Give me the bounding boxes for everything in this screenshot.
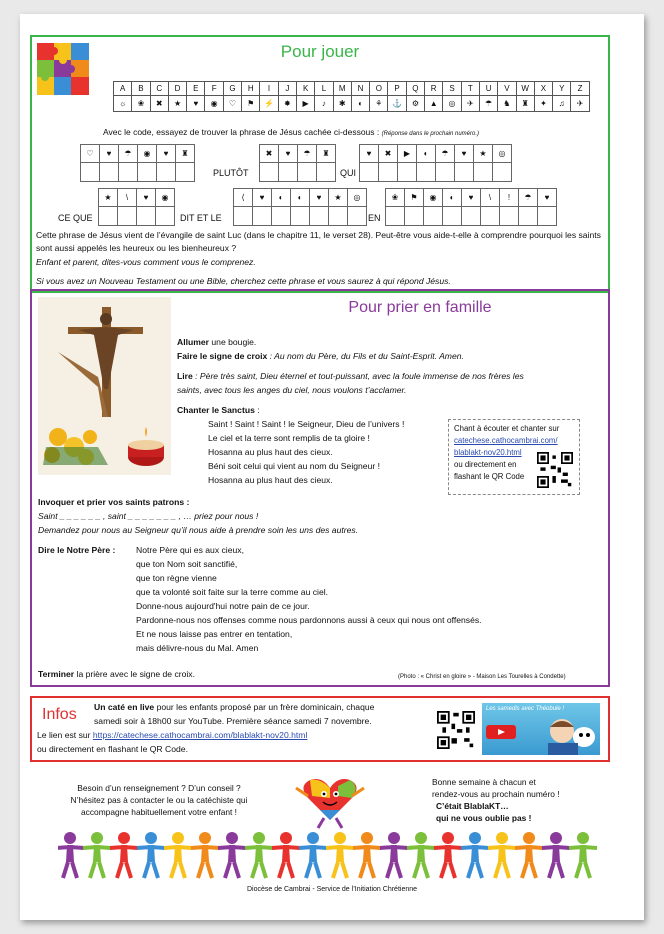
christ-cross-photo [38, 297, 171, 475]
footer-left-line: Besoin d’un renseignement ? D’un conseil ? [77, 783, 241, 793]
pere-line: Donne-nous aujourd'hui notre pain de ce jour. [136, 601, 310, 611]
terminer-line [38, 668, 195, 682]
puzzle-word-1: ♡ ♥ ☂ ◉ ♥ ♜ [80, 144, 195, 182]
theobule-character-icon [542, 713, 596, 755]
code-symbol-icon: ☂ [479, 96, 497, 112]
infos-link-prefix: Le lien est sur [37, 730, 93, 740]
code-letter: K [296, 82, 314, 96]
code-letter: Z [571, 82, 589, 96]
code-symbol-icon: ▶ [296, 96, 314, 112]
allumer-line [177, 336, 256, 350]
qr-code-icon[interactable] [537, 452, 573, 488]
code-letter: J [278, 82, 296, 96]
child-figure-icon [434, 832, 462, 878]
youtube-thumbnail[interactable] [482, 703, 600, 755]
sanctus-heading [177, 404, 260, 418]
puzzle-word-5: ⟨ ♥ ◐ ◐ ♥ ★ ◎ [233, 188, 367, 226]
code-letter: B [132, 82, 150, 96]
heart-character-icon [290, 770, 370, 830]
instruction-note: (Réponse dans le prochain numéro.) [381, 131, 480, 137]
sanctus-colon: : [254, 405, 260, 415]
code-symbol-icon: ♫ [553, 96, 571, 112]
child-figure-icon [326, 832, 354, 878]
youtube-caption: Les samedis avec Théobule ! [486, 706, 565, 712]
prayer-section [30, 289, 610, 687]
code-letter: I [260, 82, 278, 96]
chant-text: Chant à écouter et chanter sur [454, 424, 560, 433]
word-en: EN [368, 213, 381, 223]
code-symbol-icon: ◐ [351, 96, 369, 112]
code-symbol-icon: ♡ [223, 96, 241, 112]
invoquer-line-2: Demandez pour nous au Seigneur qu’il nous aide à prendre soin les uns des autres. [38, 525, 359, 535]
allumer-text: une bougie. [209, 337, 257, 347]
footer-right [432, 776, 592, 824]
code-symbol-icon: ☼ [114, 96, 132, 112]
terminer-bold: Terminer [38, 669, 75, 679]
code-letter: S [443, 82, 461, 96]
footer-credit: Diocèse de Cambrai - Service de l’Initiation Chrétienne [246, 886, 418, 893]
child-figure-icon [164, 832, 192, 878]
chant-link[interactable]: catechese.cathocambrai.com/ blablakt-nov20.html [454, 436, 558, 457]
child-figure-icon [461, 832, 489, 878]
child-figure-icon [353, 832, 381, 878]
code-symbol-icon: ✈ [461, 96, 479, 112]
pere-line: Et ne nous laisse pas entrer en tentation, [136, 629, 293, 639]
lire-text-1: : Père très saint, Dieu éternel et tout-puissant, avec la foule immense de nos frères les [192, 371, 524, 381]
sanctus-line: Béni soit celui qui vient au nom du Seigneur ! [208, 461, 380, 471]
signe-line [177, 350, 464, 364]
code-symbol-icon: ⚘ [370, 96, 388, 112]
infos-text-1: pour les enfants proposé par un frère dominicain, chaque [154, 702, 375, 712]
code-letter: F [205, 82, 223, 96]
infos-line-3 [37, 729, 307, 743]
code-letter: A [114, 82, 132, 96]
game-paragraph-1: Cette phrase de Jésus vient de l’évangile de saint Luc (dans le chapitre 11, le verset 28). Peut-être vous aide-t-elle à comprendre pourquoi les saints sont aussi appelés les heureux ou les bienheureux ? [36, 230, 601, 253]
lire-line-1 [177, 370, 524, 384]
code-letter: T [461, 82, 479, 96]
qr-code-icon[interactable] [437, 711, 475, 749]
footer-right-line: Bonne semaine à chacun et [432, 777, 536, 787]
child-figure-icon [488, 832, 516, 878]
pere-line: que ton règne vienne [136, 573, 217, 583]
code-letter: G [223, 82, 241, 96]
code-symbol-icon: ✱ [333, 96, 351, 112]
prayer-title: Pour prier en famille [348, 299, 492, 316]
code-symbol-icon: ♜ [516, 96, 534, 112]
code-symbol-icon: ⚡ [260, 96, 278, 112]
child-figure-icon [58, 832, 84, 878]
child-figure-icon [380, 832, 408, 878]
photo-credit: (Photo : « Christ en gloire » - Maison Les Tourelles à Condette) [398, 674, 566, 680]
game-title: Pour jouer [280, 42, 360, 61]
code-letter: D [168, 82, 186, 96]
child-figure-icon [272, 832, 300, 878]
child-figure-icon [218, 832, 246, 878]
code-letter: L [315, 82, 333, 96]
code-symbol-icon: ♞ [498, 96, 516, 112]
signe-bold: Faire le signe de croix [177, 351, 268, 361]
instruction-text: Avec le code, essayez de trouver la phrase de Jésus cachée ci-dessous : [103, 127, 380, 137]
lire-line-2: saints, avec tous les anges du ciel, nous voulons t’acclamer. [177, 385, 407, 395]
child-figure-icon [299, 832, 327, 878]
terminer-text: la prière avec le signe de croix. [74, 669, 195, 679]
sanctus-line: Saint ! Saint ! Saint ! le Seigneur, Dieu de l’univers ! [208, 419, 405, 429]
infos-link[interactable]: https://catechese.cathocambrai.com/blablakt-nov20.html [92, 730, 308, 740]
code-letter: C [150, 82, 168, 96]
infos-line-4: ou directement en flashant le QR Code. [37, 744, 188, 754]
word-ce-que: CE QUE [58, 213, 93, 223]
child-figure-icon [83, 832, 111, 878]
code-symbol-icon: ✸ [278, 96, 296, 112]
child-figure-icon [569, 832, 597, 878]
code-symbol-icon: ♪ [315, 96, 333, 112]
sanctus-line: Le ciel et la terre sont remplis de ta gloire ! [208, 433, 370, 443]
code-letter: U [479, 82, 497, 96]
puzzle-word-2: ✖ ♥ ☂ ♜ [259, 144, 336, 182]
chant-text-2: ou directement en flashant le QR Code [454, 460, 525, 481]
invoquer-line-1: Saint _ _ _ _ _ _ , saint _ _ _ _ _ _ _ , … priez pour nous ! [38, 511, 259, 521]
child-figure-icon [137, 832, 165, 878]
code-symbol-icon: ✦ [534, 96, 552, 112]
footer-right-line: rendez-vous au prochain numéro ! [432, 789, 560, 799]
code-symbol-icon: ◎ [443, 96, 461, 112]
code-letter: N [351, 82, 369, 96]
invoquer-heading [38, 496, 189, 510]
code-letter: E [187, 82, 205, 96]
sanctus-bold: Chanter le Sanctus [177, 405, 255, 415]
footer-left-line: accompagne habituellement votre enfant ! [81, 807, 237, 817]
chant-box [448, 419, 580, 495]
word-qui: QUI [340, 168, 357, 178]
youtube-icon [486, 725, 516, 739]
code-symbol-icon: ⚑ [242, 96, 260, 112]
code-letter: X [534, 82, 552, 96]
code-table [113, 81, 590, 112]
child-figure-icon [407, 832, 435, 878]
code-letter: Q [406, 82, 424, 96]
sanctus-line: Hosanna au plus haut des cieux. [208, 475, 333, 485]
footer-right-line: qui ne vous oublie pas ! [436, 813, 532, 823]
code-letter: O [370, 82, 388, 96]
code-letter: H [242, 82, 260, 96]
child-figure-icon [245, 832, 273, 878]
code-symbol-icon: ◉ [205, 96, 223, 112]
word-plutot: PLUTÔT [213, 168, 249, 178]
allumer-bold: Allumer [177, 337, 209, 347]
code-symbol-icon: ✖ [150, 96, 168, 112]
code-symbol-icon: ⚙ [406, 96, 424, 112]
puzzle-word-4: ★ \ ♥ ◉ [98, 188, 175, 226]
infos-title: Infos [42, 706, 77, 723]
code-letter: P [388, 82, 406, 96]
footer-left-line: N’hésitez pas à contacter le ou la catéchiste qui [70, 795, 248, 805]
pere-line: que ta volonté soit faite sur la terre comme au ciel. [136, 587, 329, 597]
pere-line: que ton Nom soit sanctifié, [136, 559, 238, 569]
child-figure-icon [191, 832, 219, 878]
code-symbol-icon: ❀ [132, 96, 150, 112]
footer-left [50, 782, 268, 818]
code-symbol-icon: ♥ [187, 96, 205, 112]
code-symbol-icon: ✈ [571, 96, 589, 112]
game-paragraph-3: Si vous avez un Nouveau Testament ou une Bible, cherchez cette phrase et vous saurez à qui répond Jésus. [36, 276, 451, 286]
footer-blablakt: C’était BlablaKT… [436, 801, 509, 811]
children-chain-illustration [58, 828, 598, 882]
pere-heading [38, 544, 115, 558]
code-letter: Y [553, 82, 571, 96]
puzzle-word-6: ❀ ⚑ ◉ ◐ ♥ \ ! ☂ ♥ [385, 188, 557, 226]
code-letter: R [425, 82, 443, 96]
pere-line: mais délivre-nous du Mal. Amen [136, 643, 259, 653]
puzzle-word-3: ♥ ✖ ▶ ◐ ☂ ♥ ★ ◎ [359, 144, 512, 182]
infos-line-1 [94, 701, 374, 715]
pere-line: Pardonne-nous nos offenses comme nous pardonnons aussi à ceux qui nous ont offensés. [136, 615, 482, 625]
invoquer-bold: Invoquer et prier vos saints patrons : [38, 497, 190, 507]
pere-bold: Dire le Notre Père : [38, 545, 116, 555]
code-letter: W [516, 82, 534, 96]
code-symbol-icon: ▲ [425, 96, 443, 112]
word-dit-et-le: DIT ET LE [180, 213, 222, 223]
child-figure-icon [515, 832, 543, 878]
code-letter: V [498, 82, 516, 96]
code-symbol-icon: ★ [168, 96, 186, 112]
pere-line: Notre Père qui es aux cieux, [136, 545, 244, 555]
game-section [30, 35, 610, 293]
game-paragraph-2: Enfant et parent, dites-vous comment vous le comprenez. [36, 257, 256, 267]
signe-text: : Au nom du Père, du Fils et du Saint-Esprit. Amen. [267, 351, 464, 361]
infos-line-2: samedi soir à 18h00 sur YouTube. Première séance samedi 7 novembre. [94, 716, 372, 726]
code-letter: M [333, 82, 351, 96]
lire-bold: Lire [177, 371, 193, 381]
child-figure-icon [542, 832, 570, 878]
sanctus-line: Hosanna au plus haut des cieux. [208, 447, 333, 457]
child-figure-icon [110, 832, 138, 878]
infos-bold: Un caté en live [94, 702, 155, 712]
code-symbol-icon: ⚓ [388, 96, 406, 112]
game-instruction [103, 127, 479, 137]
infos-section [30, 696, 610, 762]
